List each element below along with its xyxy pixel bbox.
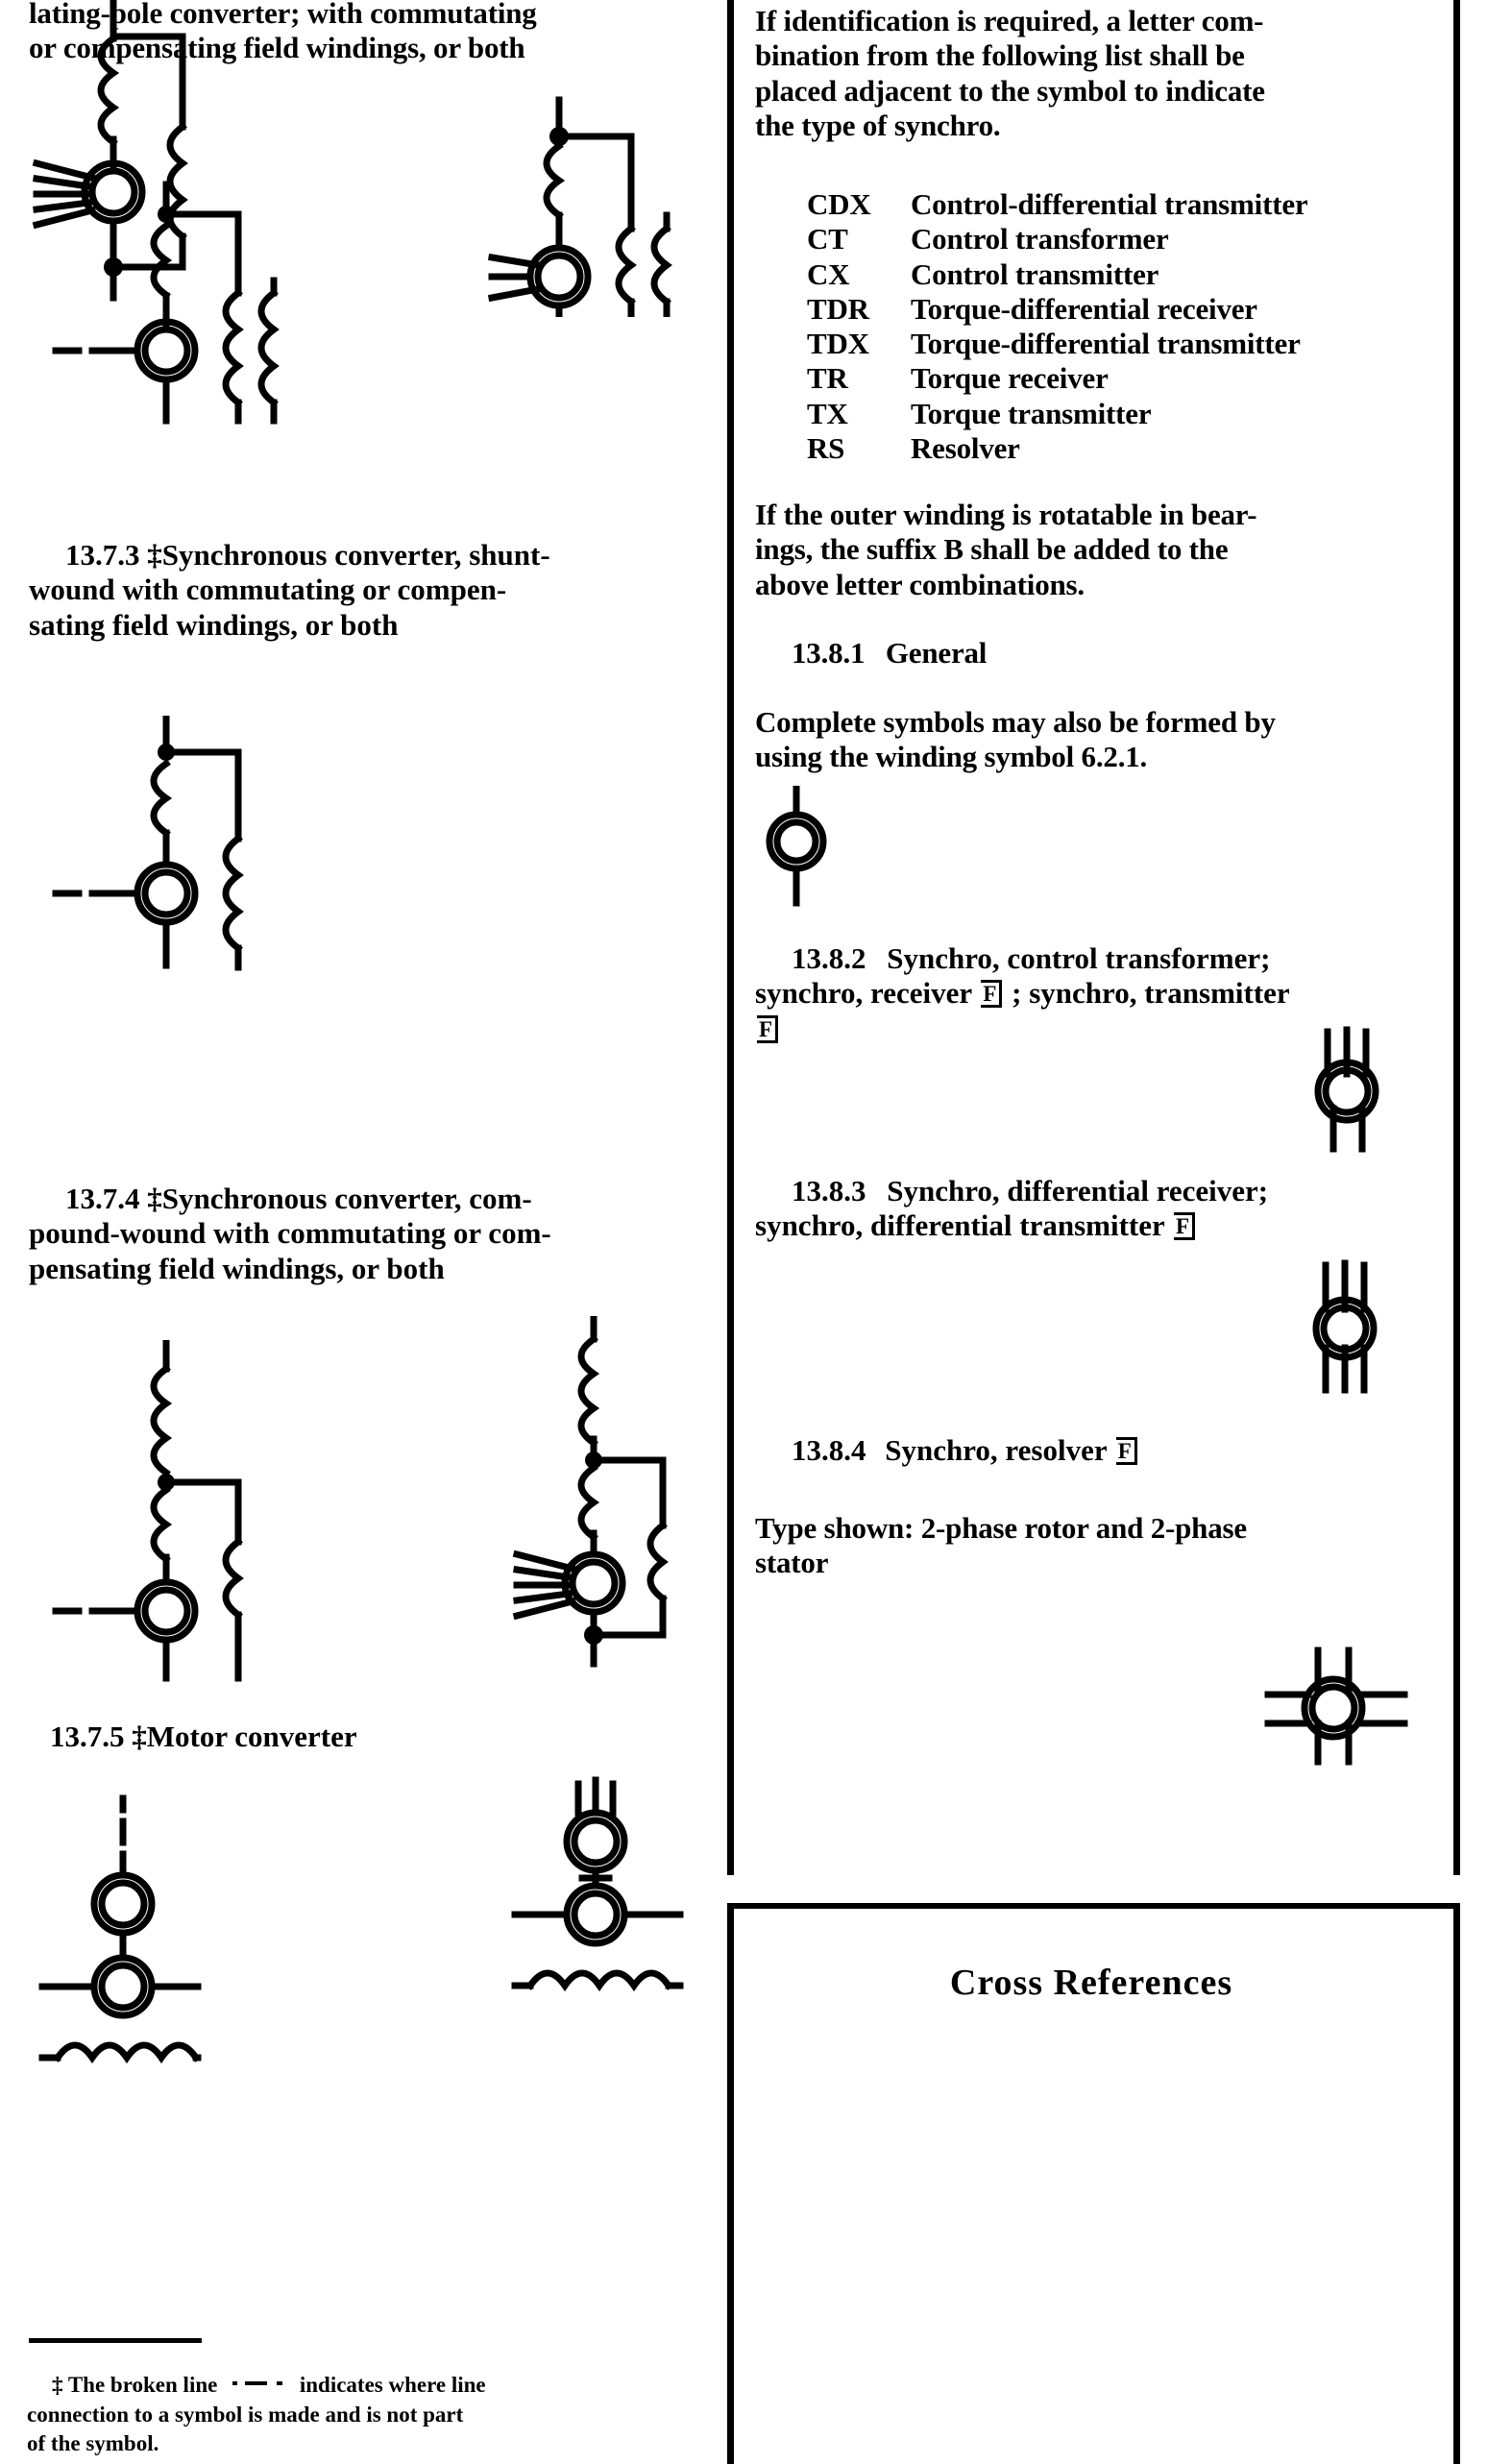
cross-references-title: Cross References [949, 1963, 1233, 2003]
abbreviation-meaning: Control transformer [911, 222, 1169, 256]
section-13-8-3-number: 13.8.3 [792, 1174, 866, 1208]
section-13-7-3-line3: sating field windings, or both [29, 607, 399, 642]
section-13-8-3-title-line1: Synchro, differential receiver; [887, 1174, 1269, 1208]
synchro-differential-receiver-symbol [1278, 1254, 1431, 1398]
section-13-8-4-line1 [755, 1433, 1389, 1468]
abbreviation-meaning: Control transmitter [911, 256, 1159, 291]
abbreviation-code: CDX [807, 187, 871, 221]
abbreviation-row [807, 257, 1422, 292]
abbreviation-code: TDR [807, 291, 869, 326]
abbreviation-meaning: Torque transmitter [911, 396, 1152, 430]
section-13-7-4 [29, 1182, 701, 1286]
abbreviation-row [807, 187, 1422, 222]
abbreviation-meaning: Resolver [911, 430, 1020, 465]
synchro-intro-line2: bination from the following list shall be [755, 38, 1245, 73]
synchronous-converter-series-wound-3phase-diagram [471, 86, 730, 317]
bearings-line3: above letter combinations. [755, 567, 1085, 601]
abbreviation-row [807, 292, 1422, 327]
abbreviation-code: CX [807, 256, 850, 291]
section-13-8-2-title-line1: Synchro, control transformer; [887, 941, 1271, 975]
footnote-line1-pre: The broken line [67, 2373, 218, 2397]
section-13-7-3-line2: wound with commutating or compen- [29, 573, 507, 607]
section-13-8-3-line2 [755, 1208, 1389, 1243]
section-13-7-4-title-line1: Synchronous converter, com- [161, 1182, 532, 1215]
abbreviation-code: TX [807, 396, 848, 430]
section-13-8-4-note-line1: Type shown: 2-phase rotor and 2-phase [755, 1511, 1247, 1545]
abbreviation-code: TR [807, 361, 848, 396]
continued-paragraph-line1: lating-pole converter; with commutating [29, 0, 537, 30]
section-13-7-5-number: 13.7.5 [50, 1720, 125, 1753]
section-13-8-4 [755, 1433, 1389, 1468]
bearings-line2: ings, the suffix B shall be added to the [755, 532, 1229, 567]
cross-references-right-border [1453, 1903, 1460, 2464]
bearings-paragraph [755, 498, 1389, 602]
synchro-intro-line4: the type of synchro. [755, 108, 1001, 142]
reference-marker-f-icon: F [981, 980, 1002, 1008]
section-13-8-3-line1 [755, 1174, 1389, 1208]
footnote-line3: of the symbol. [27, 2431, 159, 2456]
synchro-intro-paragraph [755, 4, 1389, 143]
footnote-line2: connection to a symbol is made and is not part [27, 2402, 464, 2427]
footnote-line1 [27, 2368, 699, 2401]
section-13-7-4-line3: pensating field windings, or both [29, 1251, 445, 1285]
section-13-8-1-title: General [885, 636, 988, 670]
synchro-intro-line3: placed adjacent to the symbol to indicate [755, 73, 1265, 108]
section-13-7-5-dagger-marker: ‡ [132, 1720, 147, 1753]
abbreviation-meaning: Torque-differential transmitter [911, 327, 1301, 361]
section-13-7-4-line1 [29, 1182, 701, 1216]
reference-marker-f-icon: F [1174, 1212, 1195, 1240]
abbreviation-code: TDX [807, 327, 869, 361]
synchronous-converter-compound-wound-3phase-diagram [480, 1316, 730, 1700]
section-13-7-4-dagger-marker: ‡ [147, 1182, 162, 1215]
section-13-8-2-title-line2b: ; synchro, transmitter [1012, 976, 1290, 1011]
section-13-7-3 [29, 538, 701, 643]
abbreviation-row [807, 361, 1422, 396]
section-13-8-2-line2 [755, 976, 1389, 1011]
bearings-line1: If the outer winding is rotatable in bear- [755, 498, 1257, 531]
section-13-7-3-line1 [29, 538, 701, 573]
synchronous-converter-shunt-wound-diagram [38, 716, 384, 1023]
abbreviation-code: CT [807, 222, 848, 256]
section-13-7-5 [29, 1720, 701, 1754]
synchro-intro-line1: If identification is required, a letter com- [755, 4, 1264, 37]
section-13-8-2-number: 13.8.2 [792, 941, 866, 975]
footnote-line1-post: indicates where line [299, 2373, 486, 2397]
footnote [27, 2368, 699, 2459]
section-13-7-5-title-line1: Motor converter [146, 1720, 357, 1753]
section-13-7-4-line2: pound-wound with commutating or com- [29, 1216, 551, 1251]
section-13-7-3-dagger-marker: ‡ [147, 538, 162, 572]
abbreviation-meaning: Torque receiver [911, 361, 1109, 396]
winding-symbol-circle [755, 786, 841, 911]
synchronous-converter-compound-wound-diagram [38, 1340, 384, 1686]
section-13-8-2-line1 [755, 941, 1389, 976]
abbreviation-meaning: Control-differential transmitter [911, 187, 1308, 221]
section-13-7-3-title-line1: Synchronous converter, shunt- [161, 538, 550, 572]
reference-marker-f-icon: F [757, 1015, 778, 1043]
continued-paragraph-line2: or compensating field windings, or both [29, 31, 525, 65]
section-13-8-1-body-line2: using the winding symbol 6.2.1. [755, 740, 1148, 774]
synchro-control-transformer-symbol [1278, 1016, 1431, 1160]
section-13-8-4-title-line1: Synchro, resolver [885, 1433, 1108, 1467]
footnote-dagger-marker: ‡ [52, 2373, 63, 2397]
section-13-8-4-note [755, 1511, 1389, 1581]
motor-converter-3phase-diagram [500, 1772, 730, 2089]
cross-references-top-rule [727, 1903, 1460, 1909]
abbreviation-meaning: Torque-differential receiver [911, 291, 1257, 326]
section-13-8-1-number: 13.8.1 [792, 636, 866, 670]
broken-line-dash-dot-icon [231, 2368, 286, 2398]
section-13-8-1-body [755, 705, 1389, 775]
motor-converter-diagram [29, 1787, 269, 2094]
synchronous-converter-shunt-wound-3phase-diagram [0, 0, 250, 327]
section-13-8-2-title-line2a: synchro, receiver [755, 976, 972, 1011]
abbreviation-row [807, 397, 1422, 431]
abbreviation-code: RS [807, 430, 845, 465]
section-13-7-5-line1 [29, 1720, 701, 1754]
section-13-8-1-body-line1: Complete symbols may also be formed by [755, 705, 1276, 739]
abbreviation-row [807, 222, 1422, 256]
section-13-7-3-number: 13.7.3 [65, 538, 140, 572]
synchro-abbreviation-list [807, 187, 1422, 466]
abbreviation-row [807, 327, 1422, 361]
synchro-resolver-2phase-symbol [1245, 1633, 1427, 1777]
section-13-8-3 [755, 1174, 1389, 1244]
section-13-8-4-number: 13.8.4 [792, 1433, 866, 1467]
footnote-rule [29, 2338, 202, 2343]
column-divider-right-top [1453, 0, 1460, 1875]
section-13-7-4-number: 13.7.4 [65, 1182, 140, 1215]
section-13-8-3-title-line2: synchro, differential transmitter [755, 1208, 1165, 1243]
section-13-8-1-heading [755, 636, 1389, 671]
abbreviation-row [807, 431, 1422, 466]
reference-marker-f-icon: F [1116, 1437, 1137, 1465]
section-13-8-4-note-line2: stator [755, 1546, 829, 1580]
